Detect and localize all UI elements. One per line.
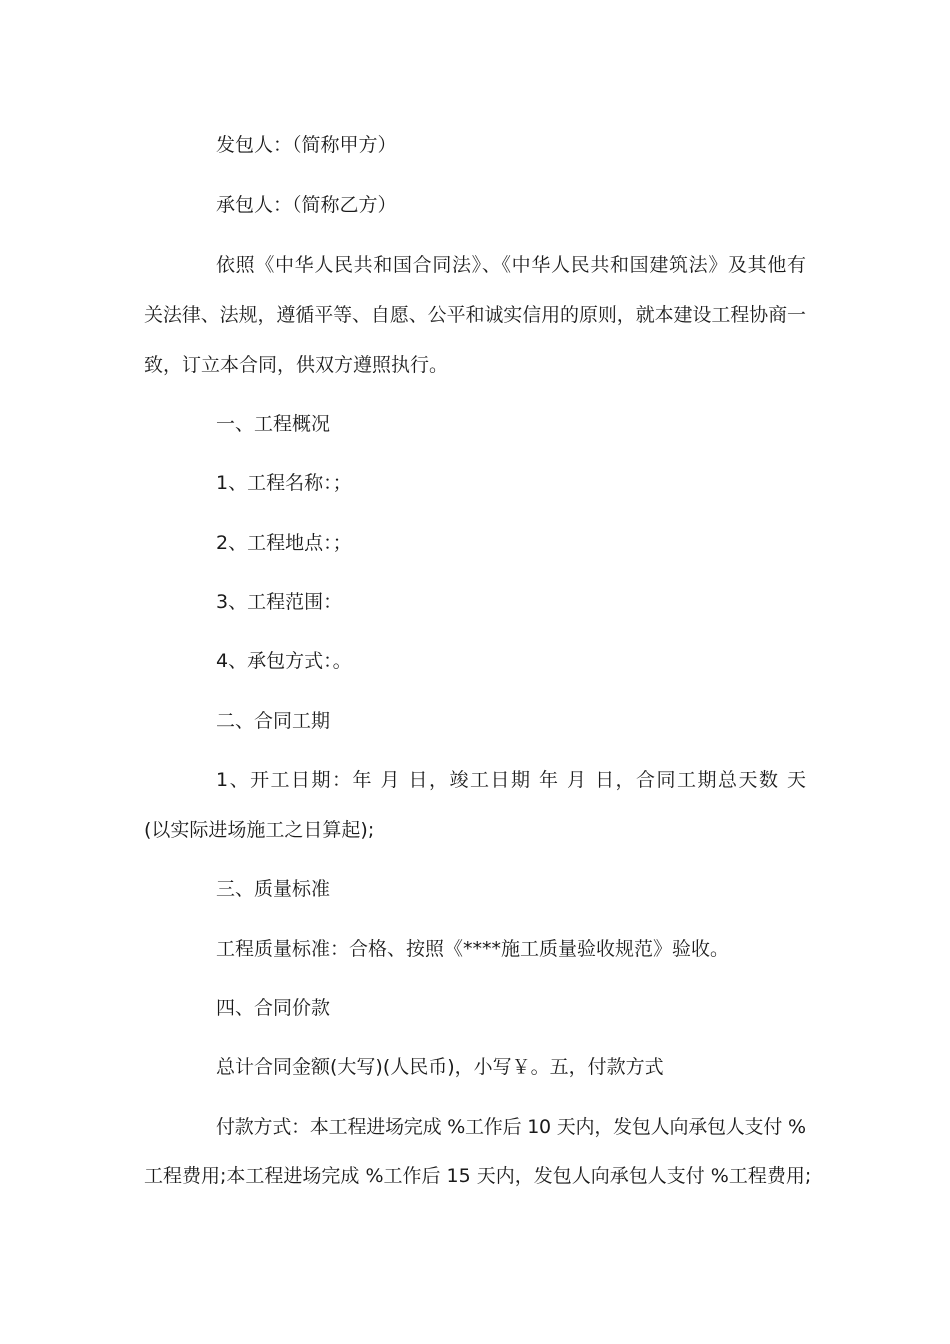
payment-line-2: 工程费用;本工程进场完成 %工作后 15 天内，发包人向承包人支付 %工程费用; [144,1165,812,1187]
section3-text: 工程质量标准：合格、按照《****施工质量验收规范》验收。 [216,938,730,960]
section1-item-location: 2、工程地点：； [216,532,352,554]
section2-heading: 二、合同工期 [216,710,331,732]
section3-heading: 三、质量标准 [216,878,331,900]
section4-heading: 四、合同价款 [216,997,331,1019]
preamble-line-2: 关法律、法规，遵循平等、自愿、公平和诚实信用的原则，就本建设工程协商一 [144,304,806,326]
payment-line-1: 付款方式：本工程进场完成 %工作后 10 天内，发包人向承包人支付 % [216,1116,806,1138]
section2-item1-line-1: 1、开工日期：年 月 日，竣工日期 年 月 日，合同工期总天数 天 [216,769,808,791]
party-b-line: 承包人：（简称乙方） [216,194,397,216]
party-a-line: 发包人：（简称甲方） [216,134,397,156]
section1-item-method: 4、承包方式：。 [216,650,352,672]
section1-heading: 一、工程概况 [216,413,331,435]
section2-item1-line-2: (以实际进场施工之日算起); [144,819,375,841]
section1-item-name: 1、工程名称：； [216,472,352,494]
preamble-line-3: 致，订立本合同，供双方遵照执行。 [144,354,449,376]
section1-item-scope: 3、工程范围： [216,591,343,613]
preamble-line-1: 依照《中华人民共和国合同法》、《中华人民共和国建筑法》及其他有 [216,254,807,276]
section4-text: 总计合同金额(大写)(人民币)，小写￥。五，付款方式 [216,1056,664,1078]
